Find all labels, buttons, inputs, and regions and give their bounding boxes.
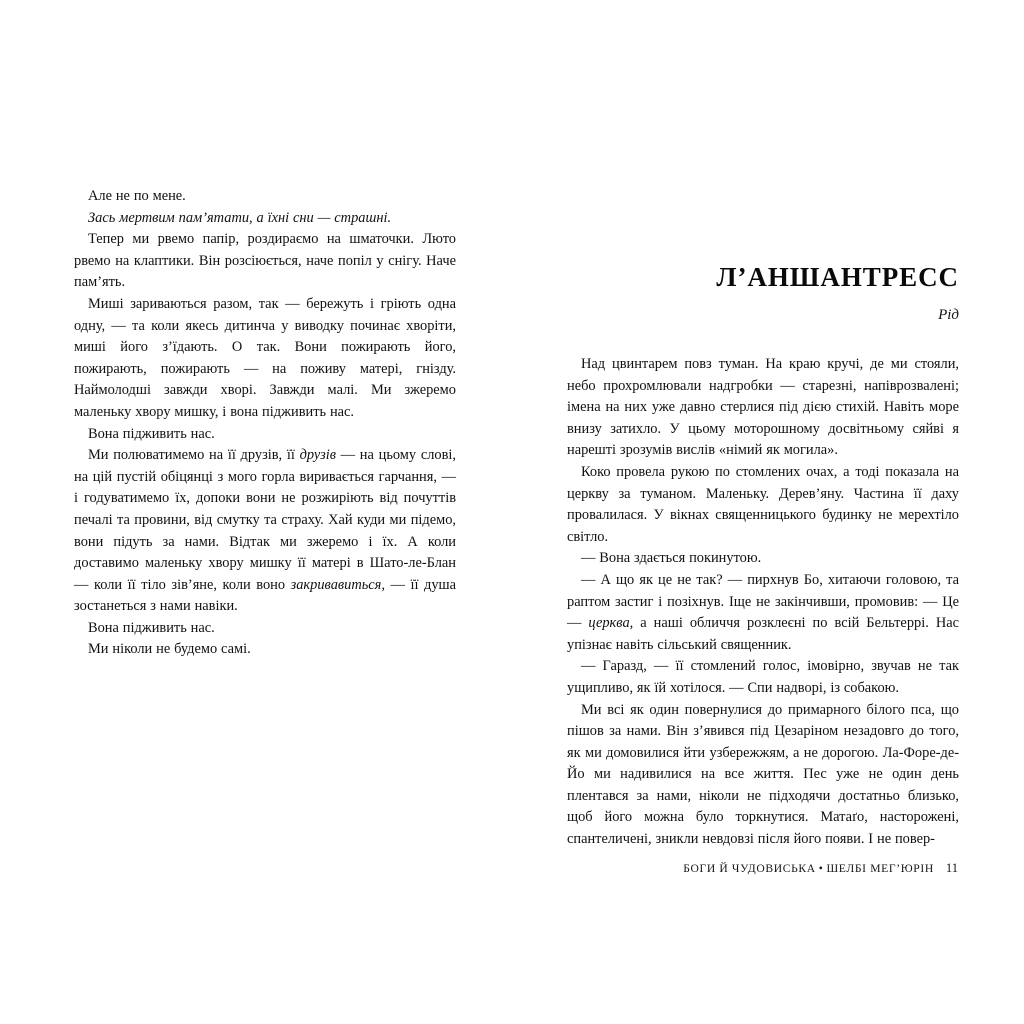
paragraph: Ми ніколи не будемо самі. — [88, 641, 251, 658]
footer-author-name: ШЕЛБІ МЕГ’ЮРІН — [826, 862, 934, 875]
paragraph: Але не по мене. — [88, 188, 186, 204]
footer-separator-dot: • — [818, 862, 824, 875]
paragraph: Вона підживить нас. — [88, 425, 215, 442]
emphasised-text: церква, — [588, 615, 634, 632]
chapter-body — [567, 354, 959, 851]
chapter-subtitle: Рід — [938, 307, 959, 323]
paragraph-dialogue-mixed: — А що як це не так? — пирхнув Бо, хитаючи головою, та раптом застиг і позіхнув. Іще не закінчивши, промовив: — Це — церква, а наші обличчя розклеєні по всій Бельтеррі. Нас упізнає навіть сільський священник. — [567, 571, 960, 653]
paragraph: Ми всі як один повернулися до примарного білого пса, що пішов за нами. Він з’явився під Цезаріном незадовго до того, як ми домовилися йти узбережжям, а не дорогою. Ла-Форе-де-Йо ми надивилися на все життя. Пес уже не один день плентався за нами, ніколи не підходячи достатньо близько, щоб його можна було торкнутися. Матаґо, насторожені, спантеличені, зникли невдовзі після його появи. І не повер- — [567, 701, 959, 848]
emphasised-text: закривавиться, — [290, 576, 385, 593]
paragraph: Тепер ми рвемо папір, роздираємо на шматочки. Люто рвемо на клаптики. Він розсіюється, наче попіл у снігу. Наче пам’ять. — [74, 231, 456, 291]
emphasised-text: друзів — [299, 447, 336, 464]
footer-book-title: БОГИ Й ЧУДОВИСЬКА — [683, 862, 816, 875]
paragraph-dialogue: — Гаразд, — її стомлений голос, імовірно, звучав не так ущипливо, як їй хотілося. — Спи надворі, із собакою. — [567, 658, 959, 696]
paragraph: Над цвинтарем повз туман. На краю кручі, де ми стояли, небо прохромлювали надгробки — старезні, напіврозвалені; імена на них уже давно стерлися під дією стихій. Навіть море внизу затихло. У цьому моторошному досвітньому сяйві я нарешті зрозумів вислів «німий як могила». — [567, 356, 959, 459]
paragraph-mixed: Ми полюватимемо на її друзів, її друзів — на цьому слові, на цій пустій обіцянці з мого горла виривається гарчання, — і годуватимемо їх, допоки вони не розжиріють від почуттів печалі та провини, від смутку та страху. Хай куди ми підемо, вони підуть за нами. Відтак ми зжеремо і їх. А коли доставимо маленьку хвору мишку її матері в Шато-ле-Блан — коли її тіло зів’яне, коли воно закривавиться, — її душа зостанеться з нами навіки. — [74, 447, 456, 615]
footer-text — [683, 862, 934, 875]
left-page-text-column — [74, 186, 456, 661]
running-footer — [683, 861, 958, 876]
right-page-text-column — [567, 262, 959, 851]
paragraph: Миші зариваються разом, так — бережуть і гріють одна одну, — та коли якесь дитинча у виводку починає хворіти, миші його з’їдають. О так. Вони пожирають його, пожирають, пожирають — на поживу матері, гнізду. Наймолодші завжди хворі. Завжди малі. Ми зжеремо маленьку хвору мишку, і вона підживить нас. — [74, 295, 456, 420]
chapter-title: Л’АНШАНТРЕСС — [716, 262, 959, 292]
page-number: 11 — [945, 861, 958, 875]
paragraph-italic: Зась мертвим пам’ятати, а їхні сни — страшні. — [88, 209, 392, 226]
paragraph: Коко провела рукою по стомлених очах, а тоді показала на церкву за туманом. Маленьку. Дерев’яну. Частина її даху провалилася. У вікнах священницького будинку не мерехтіло світло. — [567, 463, 959, 545]
paragraph: Вона підживить нас. — [88, 619, 215, 636]
paragraph-dialogue: — Вона здається покинутою. — [581, 550, 762, 567]
